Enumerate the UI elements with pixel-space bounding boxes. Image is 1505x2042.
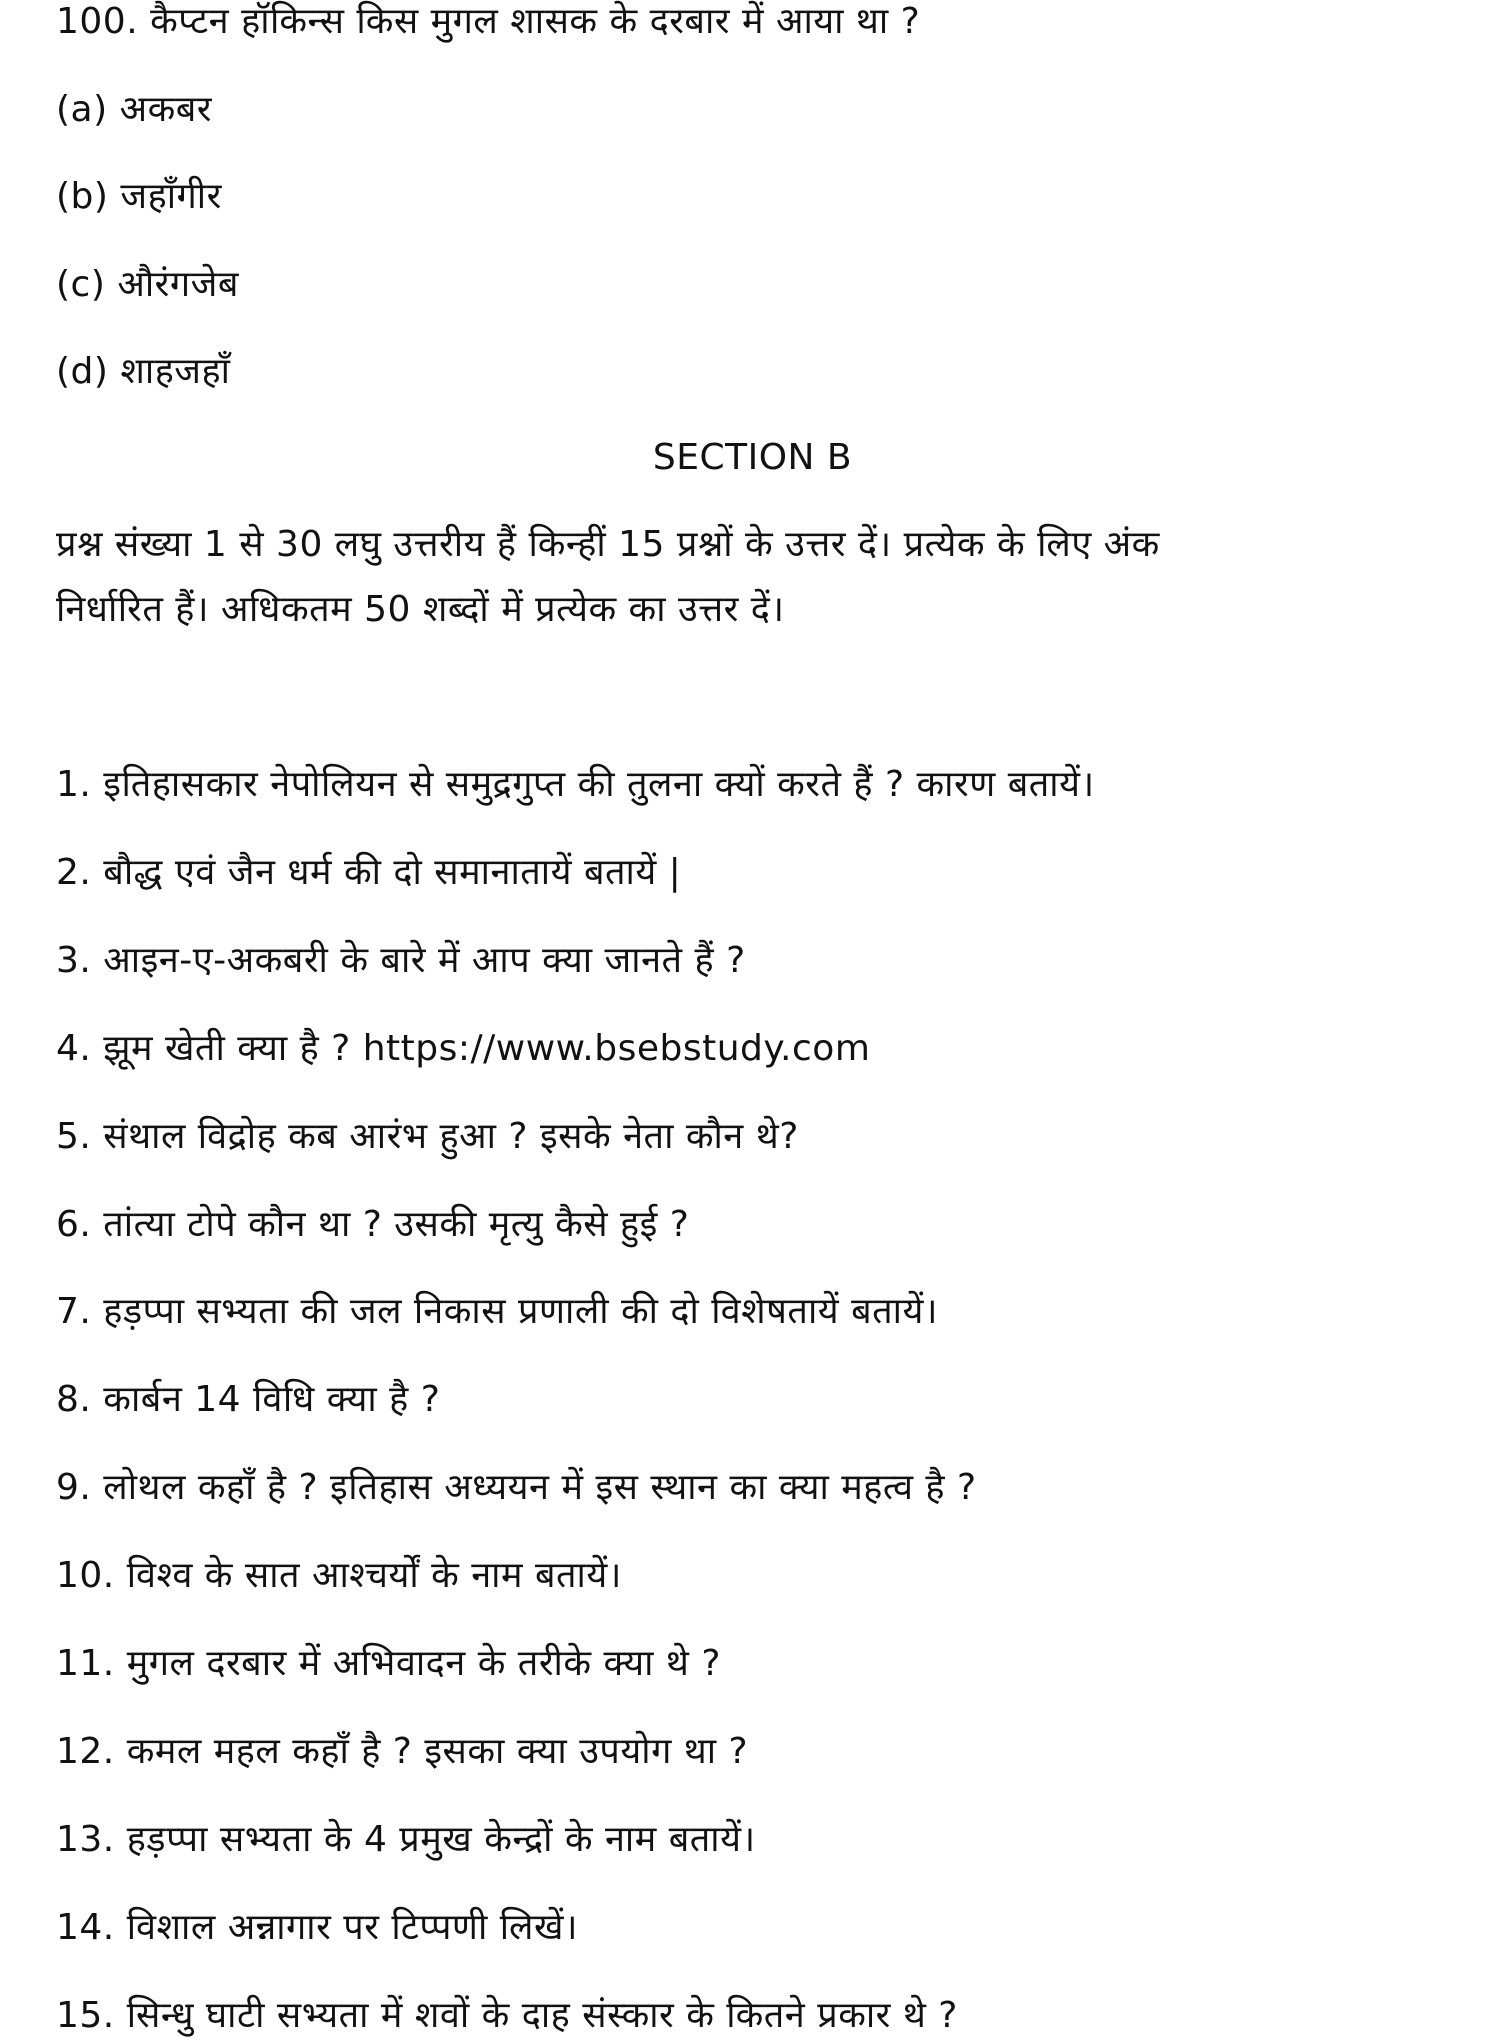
question-item: 9. लोथल कहाँ है ? इतिहास अध्ययन में इस स्थान का क्या महत्व है ? [56,1467,977,1509]
option-c: (c) औरंगजेब [56,264,239,305]
question-item: 4. झूम खेती क्या है ? https://www.bsebstudy.com [56,1027,871,1069]
question-text: 100. कैप्टन हॉकिन्स किस मुगल शासक के दरबार में आया था ? [56,1,921,42]
option-d: (d) शाहजहाँ [56,351,231,392]
question-item: 10. विश्व के सात आश्चर्यों के नाम बतायें। [56,1555,622,1597]
question-item: 11. मुगल दरबार में अभिवादन के तरीके क्या थे ? [56,1643,721,1684]
question-item: 8. कार्बन 14 विधि क्या है ? [56,1379,441,1421]
question-item: 15. सिन्धु घाटी सभ्यता में शवों के दाह संस्कार के कितने प्रकार थे ? [56,1994,958,2036]
question-item: 3. आइन-ए-अकबरी के बारे में आप क्या जानते हैं ? [56,939,746,981]
question-item: 6. तांत्या टोपे कौन था ? उसकी मृत्यु कैसे हुई ? [56,1203,690,1245]
question-item: 13. हड़प्पा सभ्यता के 4 प्रमुख केन्द्रों के नाम बतायें। [56,1818,756,1860]
instructions-line-2: निर्धारित हैं। अधिकतम 50 शब्दों में प्रत्येक का उत्तर दें। [56,589,785,630]
question-item: 14. विशाल अन्नागार पर टिप्पणी लिखें। [56,1906,579,1948]
section-heading: SECTION B [652,437,853,478]
question-item: 12. कमल महल कहाँ है ? इसका क्या उपयोग था ? [56,1730,749,1772]
question-item: 7. हड़प्पा सभ्यता की जल निकास प्रणाली की दो विशेषतायें बतायें। [56,1291,939,1333]
question-item: 5. संथाल विद्रोह कब आरंभ हुआ ? इसके नेता कौन थे? [56,1115,799,1157]
option-a: (a) अकबर [56,89,213,130]
question-item: 2. बौद्ध एवं जैन धर्म की दो समानातायें बतायें | [56,851,682,893]
option-b: (b) जहाँगीर [56,176,222,217]
question-item: 1. इतिहासकार नेपोलियन से समुद्रगुप्त की तुलना क्यों करते हैं ? कारण बतायें। [56,764,1095,805]
instructions-line-1: प्रश्न संख्या 1 से 30 लघु उत्तरीय हैं किन्हीं 15 प्रश्नों के उत्तर दें। प्रत्येक के लिए अंक [56,524,1160,565]
